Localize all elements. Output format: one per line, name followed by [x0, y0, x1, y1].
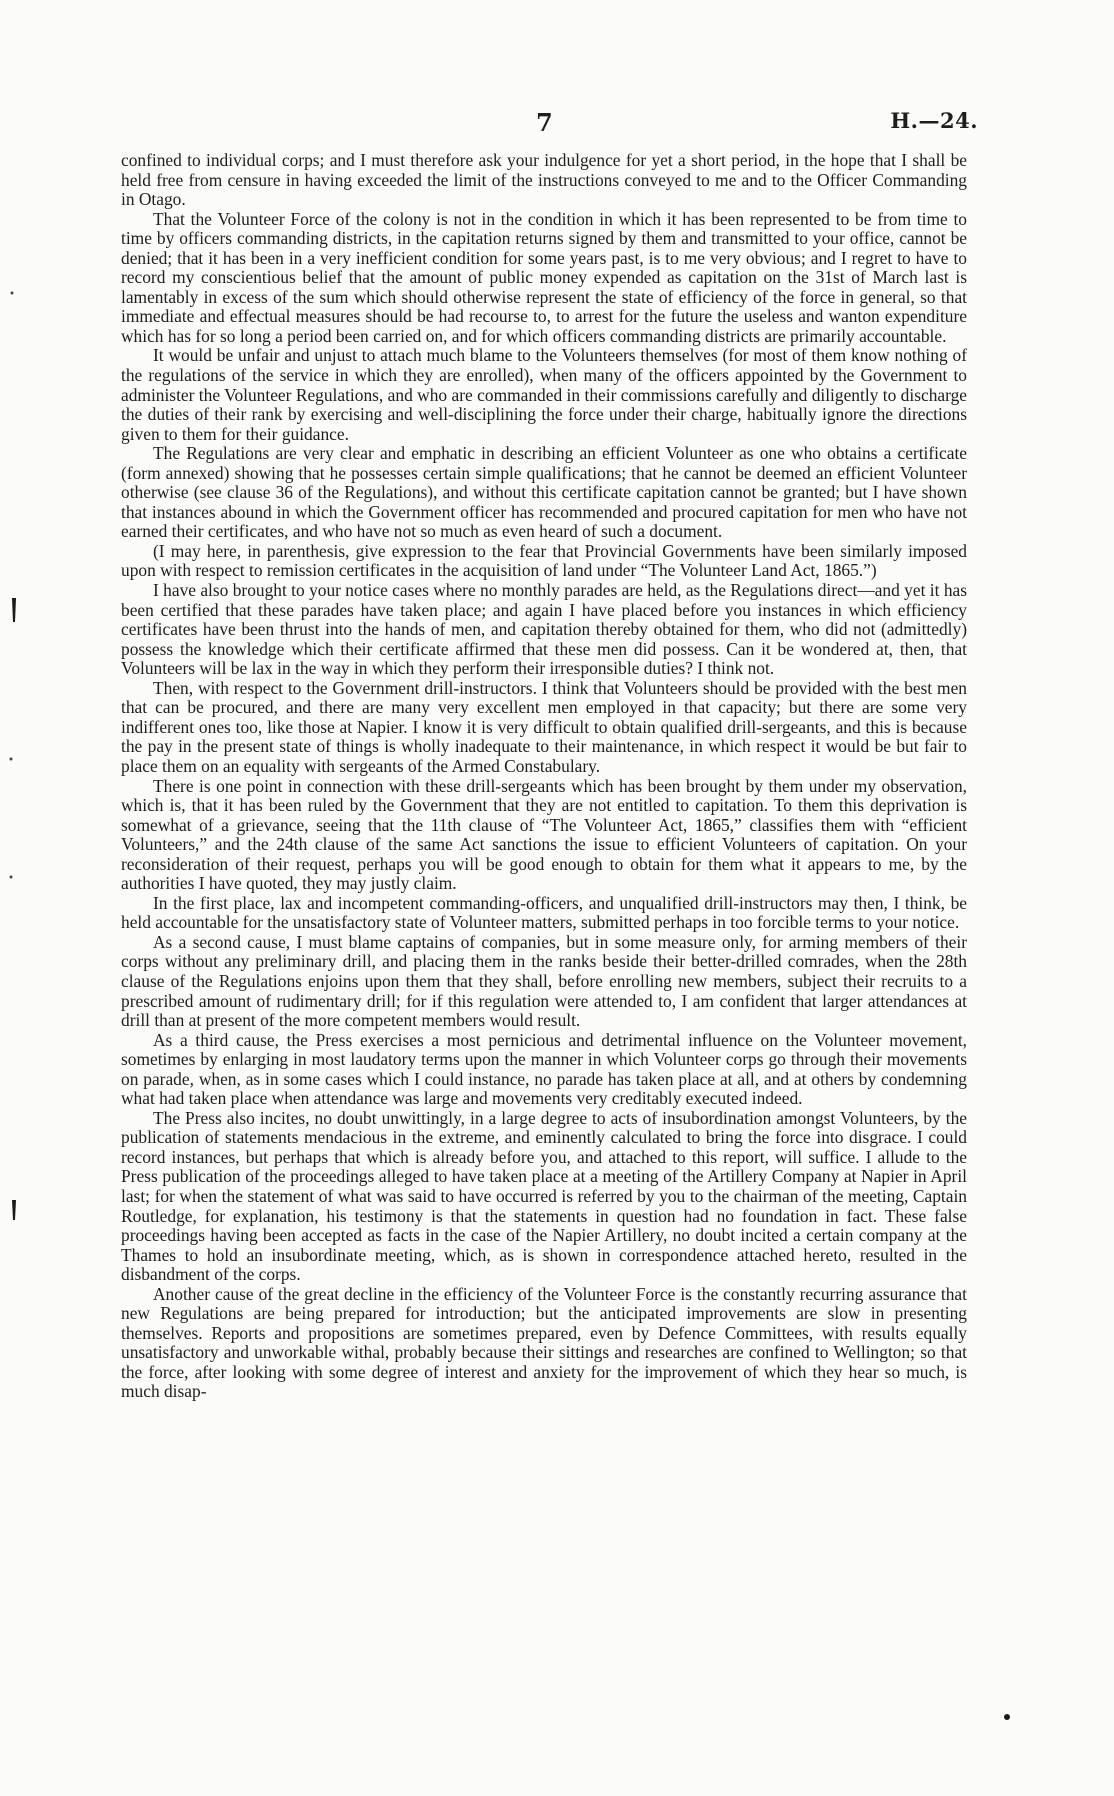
paragraph: The Press also incites, no doubt unwittingly, in a large degree to acts of insubordination amongst Volunteers, by the publication of statements mendacious in the extreme, and eminently calculated to bring the force into disgrace. I could record instances, but perhaps that which is already before you, and attached to this report, will suffice. I allude to the Press publication of the proceedings alleged to have taken place at a meeting of the Artillery Company at Napier in April last; for when the statement of what was said to have occurred is referred by you to the chairman of the meeting, Captain Routledge, for explanation, his testimony is that the statements in question had no foundation in fact. These false proceedings having been accepted as facts in the case of the Napier Artillery, no doubt incited a certain company at the Thames to hold an insubordinate meeting, which, as is shown in correspondence attached hereto, resulted in the disbandment of the corps. — [121, 1107, 967, 1285]
paragraph: There is one point in connection with these drill-sergeants which has been brought by them under my observation, which is, that it has been ruled by the Government that they are not entitled to capitation. To them this deprivation is somewhat of a grievance, seeing that the 11th clause of “The Volunteer Act, 1865,” classifies them with “efficient Volunteers,” and the 24th clause of the same Act sanctions the issue to efficient Volunteers of capitation. On your reconsideration of their request, perhaps you will be good enough to obtain for them what it appears to me, by the authorities I have quoted, they may justly claim. — [121, 775, 967, 894]
paragraph: In the first place, lax and incompetent commanding-officers, and unqualified drill-instructors may then, I think, be held accountable for the unsatisfactory state of Volunteer matters, submitted perhaps in too forcible terms to your notice. — [121, 892, 967, 933]
margin-dot-mark-icon — [8, 756, 14, 762]
report-body — [121, 151, 967, 1402]
document-reference: H.—24. — [890, 108, 978, 133]
margin-bracket-mark-icon — [10, 1200, 18, 1220]
paragraph: confined to individual corps; and I must therefore ask your indulgence for yet a short period, in the hope that I shall be held free from censure in having exceeded the limit of the instructions conveyed to me and to the Officer Commanding in Otago. — [121, 150, 967, 210]
paragraph: That the Volunteer Force of the colony is not in the condition in which it has been represented to be from time to time by officers commanding districts, in the capitation returns signed by them and transmitted to your office, cannot be denied; that it has been in a very inefficient condition for some years past, is to me very obvious; and I regret to have to record my conscientious belief that the amount of public money expended as capitation on the 31st of March last is lamentably in excess of the sum which should otherwise represent the state of efficiency of the force in general, so that immediate and effectual measures should be had recourse to, to arrest for the future the useless and wanton expenditure which has for so long a period been carried on, and for which officers commanding districts are primarily accountable. — [121, 208, 967, 346]
paragraph: As a second cause, I must blame captains of companies, but in some measure only, for arming members of their corps without any preliminary drill, and placing them in the ranks beside their better-drilled comrades, when the 28th clause of the Regulations enjoins upon them that they shall, before enrolling new members, subject their recruits to a prescribed amount of rudimentary drill; for if this regulation were attended to, I am confident that larger attendances at drill than at present of the more competent members would result. — [121, 931, 967, 1031]
margin-bracket-mark-icon — [10, 598, 18, 622]
paragraph: Then, with respect to the Government drill-instructors. I think that Volunteers should be provided with the best men that can be procured, and there are many very excellent men employed in that capacity; but there are some very indifferent ones too, like those at Napier. I know it is very difficult to obtain qualified drill-sergeants, and this is because the pay in the present state of things is wholly inadequate to their maintenance, in which respect it would be but fair to place them on an equality with sergeants of the Armed Constabulary. — [121, 677, 967, 776]
margin-dot-mark-icon — [1003, 1713, 1011, 1721]
margin-dot-mark-icon — [9, 290, 15, 296]
margin-dot-mark-icon — [8, 874, 14, 880]
paragraph: Another cause of the great decline in the efficiency of the Volunteer Force is the constantly recurring assurance that new Regulations are being prepared for introduction; but the anticipated improvements are slow in presenting themselves. Reports and propositions are sometimes prepared, even by Defence Committees, with results equally unsatisfactory and unworkable withal, probably because their sittings and researches are confined to Wellington; so that the force, after looking with some degree of interest and anxiety for the improvement of which they hear so much, is much disap- — [121, 1283, 967, 1402]
paragraph: (I may here, in parenthesis, give expression to the fear that Provincial Governments have been similarly imposed upon with respect to remission certificates in the acquisition of land under “The Volunteer Land Act, 1865.”) — [121, 540, 967, 581]
paragraph: It would be unfair and unjust to attach much blame to the Volunteers themselves (for most of them know nothing of the regulations of the service in which they are enrolled), when many of the officers appointed by the Government to administer the Volunteer Regulations, and who are commanded in their commissions carefully and diligently to discharge the duties of their rank by exercising and well-disciplining the force under their charge, habitually ignore the directions given to them for their guidance. — [121, 345, 967, 444]
page-number: 7 — [536, 108, 553, 137]
paragraph: The Regulations are very clear and emphatic in describing an efficient Volunteer as one who obtains a certificate (form annexed) showing that he possesses certain simple qualifications; that he cannot be deemed an efficient Volunteer otherwise (see clause 36 of the Regulations), and without this certificate capitation cannot be granted; but I have shown that instances abound in which the Government officer has recommended and procured capitation for men who have not earned their certificates, and who have not so much as even heard of such a document. — [121, 443, 967, 542]
paragraph: As a third cause, the Press exercises a most pernicious and detrimental influence on the Volunteer movement, sometimes by enlarging in most laudatory terms upon the manner in which Volunteer corps go through their movements on parade, when, as in some cases which I could instance, no parade has taken place at all, and at others by condemning what had taken place when attendance was large and movements very creditably executed indeed. — [121, 1029, 967, 1109]
page-header — [121, 108, 978, 138]
paragraph: I have also brought to your notice cases where no monthly parades are held, as the Regulations direct—and yet it has been certified that these parades have taken place; and again I have placed before you instances in which efficiency certificates have been thrust into the hands of men, and capitation thereby obtained for them, who did not (admittedly) possess the knowledge which their certificate affirmed that these men did possess. Can it be wondered at, then, that Volunteers will be lax in the way in which they perform their irresponsible duties? I think not. — [121, 580, 967, 679]
